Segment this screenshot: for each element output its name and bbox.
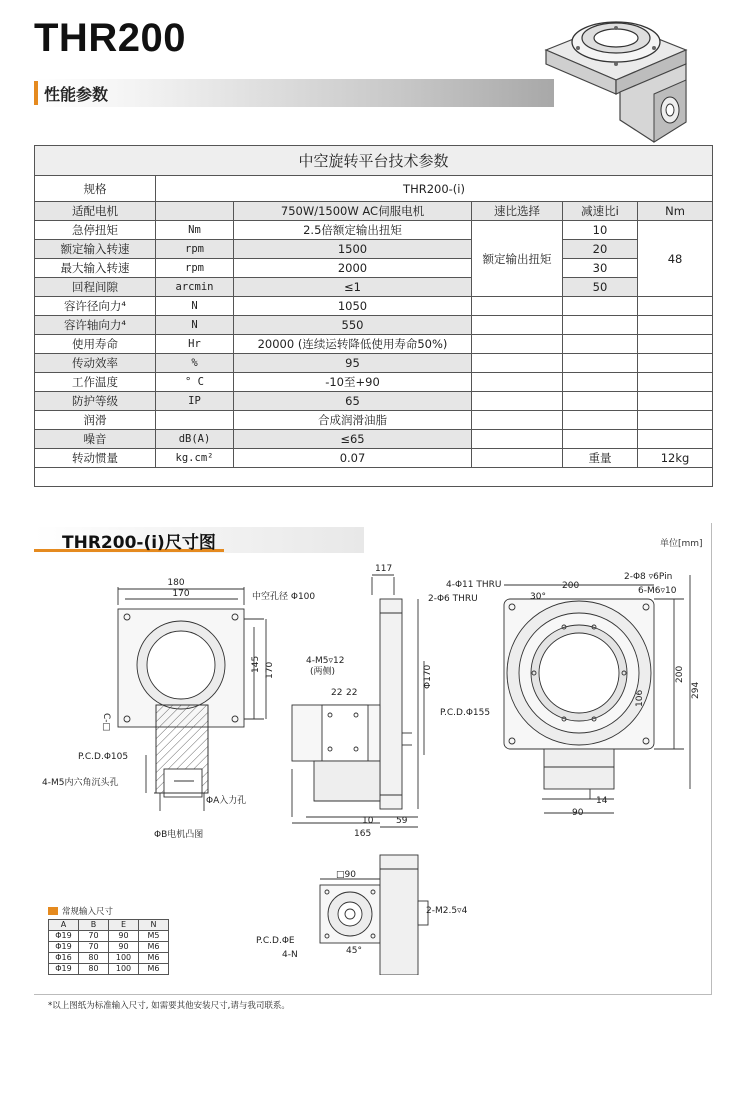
- dim-90: 90: [572, 808, 584, 818]
- empty-cell: [472, 316, 563, 335]
- dim-phi170: Φ170: [423, 664, 433, 689]
- empty-cell: [638, 430, 713, 449]
- section-label: 性能参数: [44, 85, 109, 104]
- dim-hollow: 中空孔径 Φ100: [252, 592, 316, 602]
- footnote: *以上图纸为标准输入尺寸, 如需要其他安装尺寸,请与我司联系。: [48, 1001, 290, 1011]
- empty-cell: [472, 392, 563, 411]
- spec-label: 噪音: [35, 430, 156, 449]
- dim-30deg: 30°: [530, 592, 546, 602]
- dim-117: 117: [375, 564, 393, 574]
- input-cell: 80: [79, 953, 109, 964]
- spec-unit: dB(A): [156, 430, 234, 449]
- input-cell: Φ19: [49, 931, 79, 942]
- accent-bar: [34, 81, 38, 105]
- weight-label: 重量: [563, 449, 638, 468]
- spec-unit: Nm: [156, 221, 234, 240]
- dimension-title: THR200-(i)尺寸图: [62, 533, 216, 553]
- motor-value: 750W/1500W AC伺服电机: [234, 202, 472, 221]
- dim-m25: 2-M2.5▿4: [426, 906, 468, 916]
- spec-value: 1500: [234, 240, 472, 259]
- dim-c-side: C-□: [101, 713, 111, 732]
- spec-unit: arcmin: [156, 278, 234, 297]
- ratio-value: 50: [563, 278, 638, 297]
- dim-180: 180: [167, 578, 185, 588]
- motor-unit-cell: [156, 202, 234, 221]
- dim-pcd105: P.C.D.Φ105: [78, 752, 129, 762]
- ratio-value: 10: [563, 221, 638, 240]
- spec-label: 最大输入转速: [35, 259, 156, 278]
- spec-value: 95: [234, 354, 472, 373]
- empty-cell: [472, 411, 563, 430]
- input-cell: 90: [109, 942, 139, 953]
- model-value: THR200-(i): [156, 176, 713, 202]
- input-cell: 70: [79, 942, 109, 953]
- dim-10: 10: [362, 816, 374, 826]
- input-cell: 80: [79, 964, 109, 975]
- empty-cell: [472, 430, 563, 449]
- dim-165: 165: [354, 829, 372, 839]
- spec-label: 传动效率: [35, 354, 156, 373]
- empty-cell: [563, 354, 638, 373]
- input-header: E: [109, 920, 139, 931]
- dim-22a: 22: [331, 688, 343, 698]
- input-cell: 100: [109, 953, 139, 964]
- spec-table-heading: 中空旋转平台技术参数: [35, 146, 713, 176]
- spec-label: 工作温度: [35, 373, 156, 392]
- input-header: B: [79, 920, 109, 931]
- dim-holes6: 2-Φ6 THRU: [428, 594, 478, 604]
- motor-label: 适配电机: [35, 202, 156, 221]
- dim-both-sides: (两侧): [310, 667, 336, 677]
- empty-cell: [472, 373, 563, 392]
- spec-unit: N: [156, 316, 234, 335]
- dim-m6: 6-M6▿10: [638, 586, 677, 596]
- spec-value: ≤1: [234, 278, 472, 297]
- empty-cell: [563, 392, 638, 411]
- empty-cell: [472, 354, 563, 373]
- empty-cell: [638, 411, 713, 430]
- dim-pcd155: P.C.D.Φ155: [440, 708, 491, 718]
- empty-cell: [638, 335, 713, 354]
- spec-value: -10至+90: [234, 373, 472, 392]
- ratio-select-header: 速比选择: [472, 202, 563, 221]
- page-title: THR200: [34, 16, 186, 60]
- dim-a-input: ΦA入力孔: [206, 796, 247, 806]
- dim-200v: 200: [675, 665, 685, 683]
- spec-unit: N: [156, 297, 234, 316]
- dim-holes11: 4-Φ11 THRU: [446, 580, 502, 590]
- dim-59: 59: [396, 816, 408, 826]
- empty-cell: [472, 335, 563, 354]
- dim-pin: 2-Φ8 ▿6Pin: [624, 572, 673, 582]
- input-cell: 100: [109, 964, 139, 975]
- spec-label: 润滑: [35, 411, 156, 430]
- empty-cell: [638, 297, 713, 316]
- input-size-legend: [48, 905, 169, 975]
- dim-4n: 4-N: [282, 950, 298, 960]
- spec-unit: IP: [156, 392, 234, 411]
- ratio-header: 减速比i: [563, 202, 638, 221]
- dim-170v: 170: [265, 661, 275, 679]
- unit-label: 单位[mm]: [660, 539, 703, 549]
- dim-m5: 4-M5内六角沉头孔: [42, 778, 119, 788]
- dim-45deg: 45°: [346, 946, 362, 956]
- input-cell: Φ19: [49, 964, 79, 975]
- input-cell: M6: [139, 942, 169, 953]
- spec-value: 550: [234, 316, 472, 335]
- empty-cell: [563, 335, 638, 354]
- legend-swatch: [48, 907, 58, 915]
- empty-cell: [638, 373, 713, 392]
- empty-cell: [638, 354, 713, 373]
- ratio-value: 20: [563, 240, 638, 259]
- spec-value: 合成润滑油脂: [234, 411, 472, 430]
- empty-cell: [563, 373, 638, 392]
- empty-cell: [563, 297, 638, 316]
- dim-pcde: P.C.D.ΦE: [256, 936, 295, 946]
- spec-label: 转动惯量: [35, 449, 156, 468]
- spec-label: 防护等级: [35, 392, 156, 411]
- spec-unit: %: [156, 354, 234, 373]
- spec-label: 额定输入转速: [35, 240, 156, 259]
- dim-106: 106: [635, 689, 645, 707]
- dim-170: 170: [172, 589, 190, 599]
- spec-unit: Hr: [156, 335, 234, 354]
- input-cell: Φ16: [49, 953, 79, 964]
- input-header: A: [49, 920, 79, 931]
- spec-table: [34, 145, 713, 487]
- dim-m5v12: 4-M5▿12: [306, 656, 345, 666]
- empty-cell: [472, 297, 563, 316]
- empty-cell: [638, 392, 713, 411]
- spec-value: 0.07: [234, 449, 472, 468]
- input-cell: M6: [139, 964, 169, 975]
- spec-value: 2.5倍额定输出扭矩: [234, 221, 472, 240]
- rated-torque-value: 48: [638, 221, 713, 297]
- input-header: N: [139, 920, 169, 931]
- spec-unit: rpm: [156, 259, 234, 278]
- spec-label: 急停扭矩: [35, 221, 156, 240]
- dim-b-spigot: ΦB电机凸图: [154, 830, 204, 840]
- dim-200: 200: [562, 581, 580, 591]
- empty-cell: [638, 316, 713, 335]
- spec-unit: ° C: [156, 373, 234, 392]
- dim-14: 14: [596, 796, 608, 806]
- weight-value: 12kg: [638, 449, 713, 468]
- empty-cell: [563, 411, 638, 430]
- nm-header: Nm: [638, 202, 713, 221]
- input-cell: M6: [139, 953, 169, 964]
- blank-row: [35, 468, 713, 487]
- input-cell: Φ19: [49, 942, 79, 953]
- spec-unit: kg.cm²: [156, 449, 234, 468]
- empty-cell: [563, 430, 638, 449]
- spec-label: 容许径向力⁴: [35, 297, 156, 316]
- input-cell: M5: [139, 931, 169, 942]
- dim-sq90: □90: [336, 870, 356, 880]
- ratio-value: 30: [563, 259, 638, 278]
- product-image: [536, 2, 696, 152]
- section-header: [34, 79, 554, 107]
- dim-294: 294: [691, 681, 701, 699]
- input-table-title: 常规输入尺寸: [62, 907, 114, 917]
- spec-value: 65: [234, 392, 472, 411]
- spec-value: 1050: [234, 297, 472, 316]
- input-cell: 70: [79, 931, 109, 942]
- spec-label: 使用寿命: [35, 335, 156, 354]
- dim-22b: 22: [346, 688, 358, 698]
- dim-145: 145: [251, 655, 261, 673]
- spec-value: 20000 (连续运转降低使用寿命50%): [234, 335, 472, 354]
- input-cell: 90: [109, 931, 139, 942]
- spec-value: 2000: [234, 259, 472, 278]
- empty-cell: [563, 316, 638, 335]
- spec-unit: [156, 411, 234, 430]
- spec-unit: rpm: [156, 240, 234, 259]
- input-size-table: [48, 919, 169, 975]
- empty-cell: [472, 449, 563, 468]
- spec-label: 回程间隙: [35, 278, 156, 297]
- model-label: 规格: [35, 176, 156, 202]
- spec-value: ≤65: [234, 430, 472, 449]
- rated-torque-label: 额定输出扭矩: [472, 221, 563, 297]
- spec-label: 容许轴向力⁴: [35, 316, 156, 335]
